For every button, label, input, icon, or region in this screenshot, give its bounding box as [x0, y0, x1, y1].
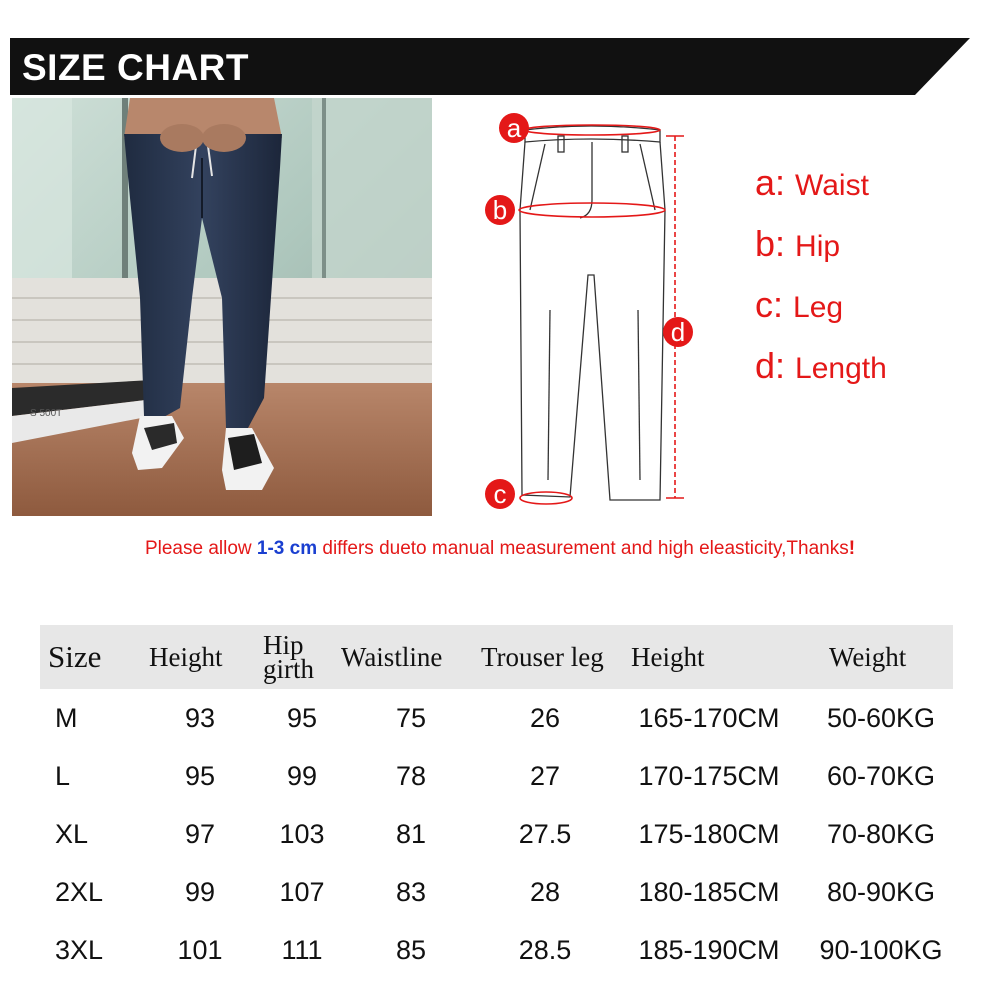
cell-hip-girth: 95 — [286, 702, 318, 733]
svg-text:c: c — [493, 479, 507, 509]
legend-label: Leg — [793, 291, 844, 324]
cell-weight: 80-90KG — [826, 876, 936, 907]
table-row — [40, 747, 953, 805]
cell-waistline: 75 — [395, 702, 427, 733]
cell-body-height: 185-190CM — [638, 934, 780, 965]
header-size: Size — [48, 639, 102, 674]
cell-trouser-leg: 27 — [529, 760, 561, 791]
header-body-height: Height — [631, 642, 705, 672]
cell-height: 95 — [184, 760, 216, 791]
model-photo — [12, 98, 432, 516]
legend-hip: b: Hip — [755, 223, 841, 264]
cell-size: XL — [55, 818, 89, 849]
cell-body-height: 170-175CM — [638, 760, 780, 791]
cell-size: M — [55, 702, 78, 733]
cell-weight: 50-60KG — [826, 702, 936, 733]
table-row — [40, 921, 953, 979]
table-header-row — [40, 625, 953, 689]
legend-letter: b — [755, 223, 776, 264]
cell-height: 99 — [184, 876, 216, 907]
legend-label: Hip — [795, 230, 841, 263]
cell-hip-girth: 107 — [279, 876, 325, 907]
marker-d — [663, 317, 693, 347]
table-row — [40, 689, 953, 747]
pants-diagram — [470, 100, 720, 520]
marker-b — [485, 195, 515, 225]
header-waistline: Waistline — [341, 642, 443, 672]
cell-height: 97 — [184, 818, 216, 849]
cell-trouser-leg: 26 — [529, 702, 561, 733]
cell-weight: 60-70KG — [826, 760, 936, 791]
svg-text:b: b — [492, 195, 508, 225]
size-table — [40, 625, 953, 979]
cell-height: 93 — [184, 702, 216, 733]
legend-label: Waist — [795, 169, 869, 202]
note-tolerance: 1-3 cm — [256, 538, 318, 559]
cell-trouser-leg: 28 — [529, 876, 561, 907]
cell-size: 2XL — [55, 876, 104, 907]
legend-length: d: Length — [755, 345, 887, 386]
note-exclamation: ! — [848, 538, 856, 559]
cell-hip-girth: 103 — [279, 818, 325, 849]
cell-hip-girth: 111 — [281, 934, 323, 965]
marker-c — [485, 479, 515, 509]
treadmill-label: S 500T — [30, 408, 63, 419]
cell-waistline: 81 — [395, 818, 427, 849]
note-text-end: differs dueto manual measurement and high eleasticity,Thanks — [317, 538, 849, 559]
cell-body-height: 175-180CM — [638, 818, 780, 849]
header-weight: Weight — [829, 642, 907, 672]
legend-letter: d — [755, 345, 776, 386]
legend-label: Length — [795, 352, 887, 385]
table-row — [40, 805, 953, 863]
cell-body-height: 165-170CM — [638, 702, 780, 733]
cell-waistline: 78 — [395, 760, 427, 791]
note-text-start: Please allow — [144, 538, 257, 559]
legend-waist: a: Waist — [755, 162, 869, 203]
cell-waistline: 85 — [395, 934, 427, 965]
legend-letter: a — [755, 162, 776, 203]
cell-body-height: 180-185CM — [638, 876, 780, 907]
cell-hip-girth: 99 — [286, 760, 318, 791]
header-trouser-leg: Trouser leg — [481, 642, 604, 672]
cell-weight: 70-80KG — [826, 818, 936, 849]
table-row — [40, 863, 953, 921]
cell-weight: 90-100KG — [819, 934, 943, 965]
page-title: SIZE CHART — [22, 47, 249, 88]
cell-size: L — [55, 760, 71, 791]
legend-leg: c: Leg — [755, 284, 844, 325]
cell-trouser-leg: 28.5 — [518, 934, 572, 965]
measurement-note — [0, 538, 1000, 560]
svg-text:a: a — [506, 113, 522, 143]
marker-a — [499, 113, 529, 143]
header-hip-girth: Hip girth — [263, 630, 314, 684]
cell-waistline: 83 — [395, 876, 427, 907]
header-height: Height — [149, 642, 223, 672]
svg-text:d: d — [670, 317, 686, 347]
cell-size: 3XL — [55, 934, 104, 965]
cell-height: 101 — [177, 934, 223, 965]
cell-trouser-leg: 27.5 — [518, 818, 572, 849]
legend-letter: c — [755, 284, 773, 325]
